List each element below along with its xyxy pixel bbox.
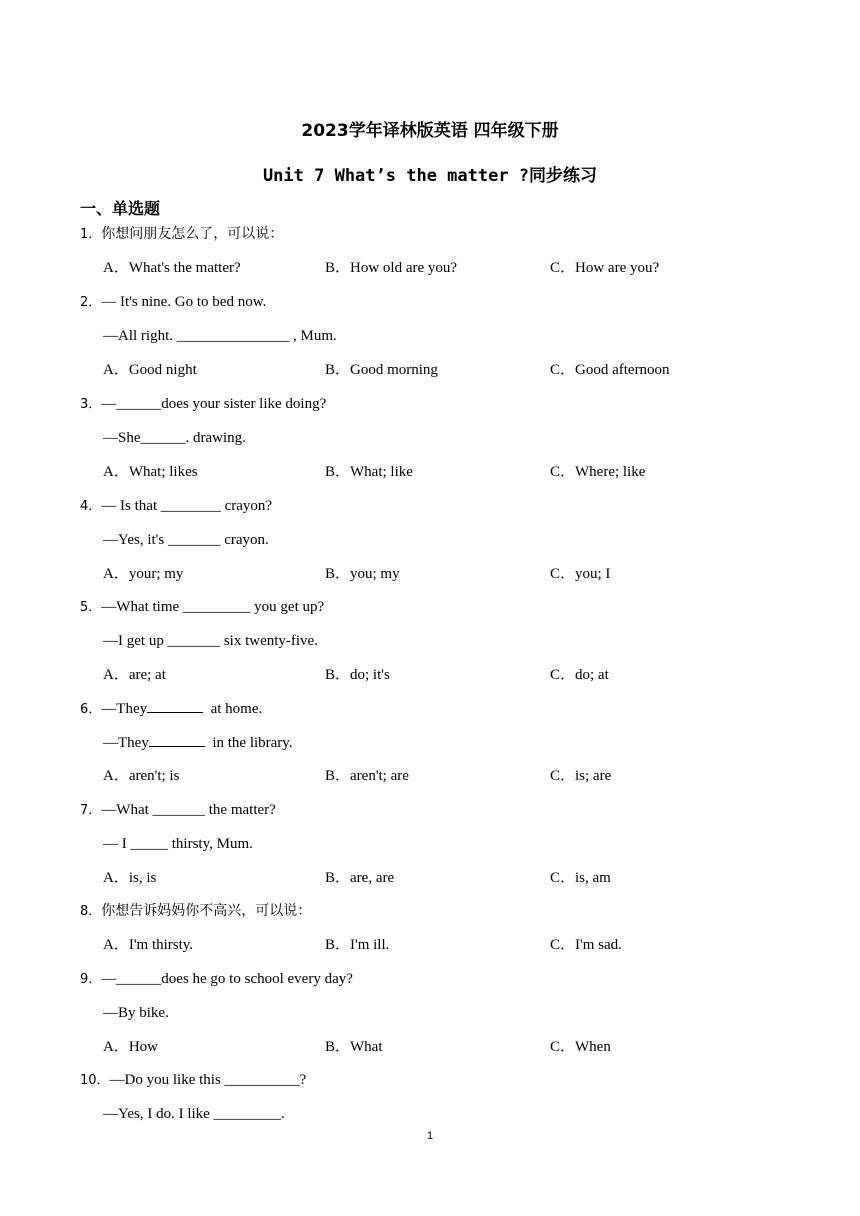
question-text: —______does he go to school every day? <box>101 971 353 987</box>
question-2 <box>80 292 266 313</box>
question-6 <box>80 698 262 720</box>
question-5 <box>80 597 324 618</box>
question-number: 3． <box>80 397 102 412</box>
question-number: 8． <box>80 904 102 919</box>
option-c: C．Good afternoon <box>550 362 670 378</box>
question-4 <box>80 496 272 517</box>
question-text: — It's nine. Go to bed now. <box>101 294 267 310</box>
option-a: A．is, is <box>103 870 157 886</box>
question-9 <box>80 969 353 990</box>
document-subtitle: Unit 7 What’s the matter ?同步练习 <box>262 166 598 186</box>
option-b: B．I'm ill. <box>325 937 390 953</box>
option-a: A．I'm thirsty. <box>103 937 194 953</box>
option-c: C．How are you? <box>550 260 660 276</box>
option-c: C．I'm sad. <box>550 937 622 953</box>
option-a: A．What; likes <box>103 464 198 480</box>
question-number: 9． <box>80 972 102 987</box>
option-a: A．are; at <box>103 667 166 683</box>
question-10 <box>80 1070 306 1091</box>
question-line: —Yes, it's _______ crayon. <box>103 532 269 548</box>
option-c: C．you; I <box>550 566 611 582</box>
option-c: C．do; at <box>550 667 609 683</box>
question-text: —What _______ the matter? <box>101 802 276 818</box>
section-heading: 一、单选题 <box>80 199 161 218</box>
option-b: B．you; my <box>325 566 400 582</box>
question-line: —I get up _______ six twenty-five. <box>103 633 318 649</box>
page-number: 1 <box>426 1130 434 1142</box>
option-b: B．Good morning <box>325 362 438 378</box>
question-8 <box>80 901 311 922</box>
option-c: C．Where; like <box>550 464 646 480</box>
option-b: B．aren't; are <box>325 768 409 784</box>
option-c: C．is; are <box>550 768 612 784</box>
option-c: C．When <box>550 1039 611 1055</box>
question-line: — I _____ thirsty, Mum. <box>103 836 253 852</box>
option-b: B．do; it's <box>325 667 390 683</box>
option-b: B．What; like <box>325 464 413 480</box>
option-b: B．What <box>325 1039 383 1055</box>
question-number: 4． <box>80 499 102 514</box>
answer-blank <box>147 698 203 713</box>
answer-blank <box>149 732 205 747</box>
question-1 <box>80 224 283 245</box>
question-text: —What time _________ you get up? <box>101 599 325 615</box>
question-text: in the library. <box>212 735 293 751</box>
question-text: 你想问朋友怎么了，可以说： <box>101 226 284 242</box>
question-text: —______does your sister like doing? <box>101 396 327 412</box>
question-text: — Is that ________ crayon? <box>101 498 273 514</box>
question-text: 你想告诉妈妈你不高兴，可以说： <box>101 903 312 919</box>
question-text: —Do you like this __________? <box>109 1072 307 1088</box>
question-text: —They <box>101 701 148 717</box>
question-number: 2． <box>80 295 102 310</box>
option-c: C．is, am <box>550 870 611 886</box>
question-text: —They <box>103 735 149 751</box>
question-number: 5． <box>80 600 102 615</box>
option-b: B．How old are you? <box>325 260 458 276</box>
question-number: 7． <box>80 803 102 818</box>
question-number: 1． <box>80 227 102 242</box>
question-7 <box>80 800 276 821</box>
option-a: A．aren't; is <box>103 768 180 784</box>
document-title: 2023学年译林版英语 四年级下册 <box>301 121 559 141</box>
question-line: —By bike. <box>103 1005 169 1021</box>
option-a: A．Good night <box>103 362 197 378</box>
question-3 <box>80 394 326 415</box>
question-number: 6． <box>80 702 102 717</box>
option-a: A．How <box>103 1039 158 1055</box>
question-line: —She______. drawing. <box>103 430 246 446</box>
question-line <box>103 732 293 753</box>
option-b: B．are, are <box>325 870 395 886</box>
question-line: —Yes, I do. I like _________. <box>103 1106 285 1122</box>
question-number: 10． <box>80 1073 110 1088</box>
question-text: at home. <box>210 701 263 717</box>
question-line: —All right. _______________ , Mum. <box>103 328 337 344</box>
option-a: A．What's the matter? <box>103 260 241 276</box>
option-a: A．your; my <box>103 566 184 582</box>
